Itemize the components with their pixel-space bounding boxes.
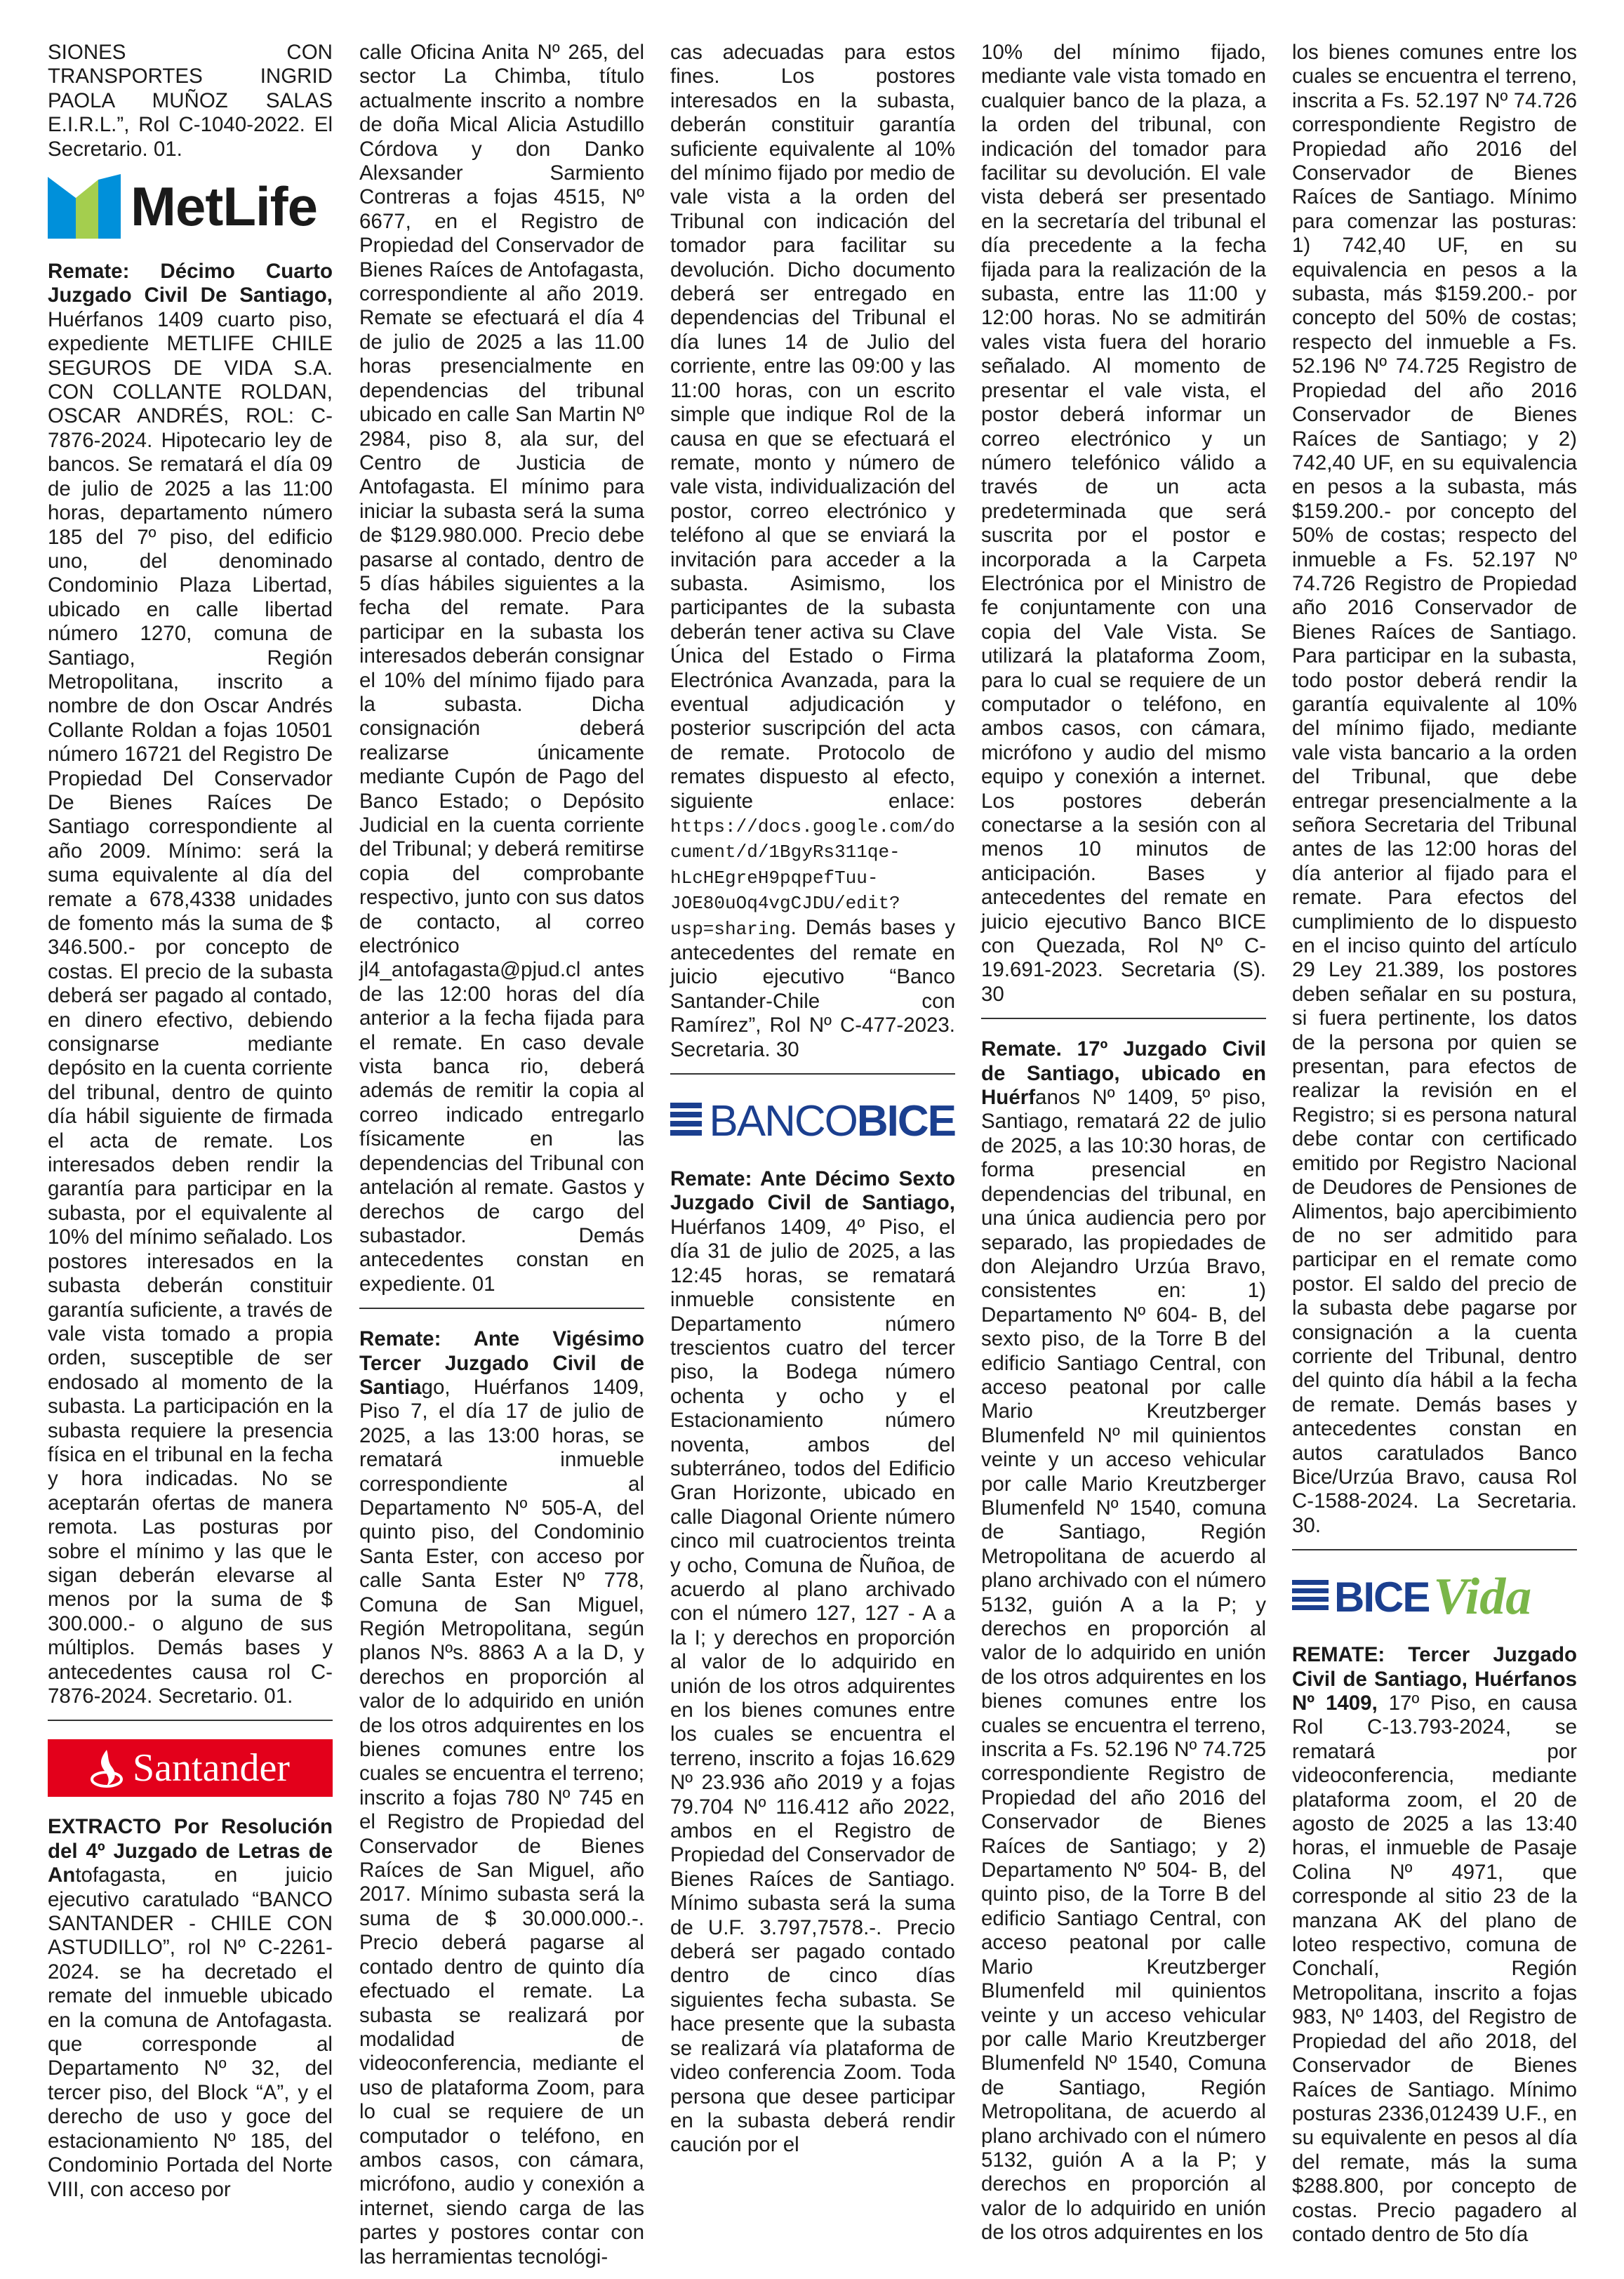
metlife-wordmark: MetLife [131, 175, 317, 237]
notice-body: 17º Piso, en causa Rol C-13.793-2024, se rematará por videoconferencia, mediante plataforma zoom, el 20 de agosto de 2025 a las 13:40 horas, el inmueble de Pasaje Colina Nº 4971, que corresponde al sitio 23 de la manzana AK del plano de loteo respectivo, comuna de Conchalí, Región Metropolitana, inscrito a fojas 983, Nº 1403, del Registro de Propiedad del año 2018, del Conservador de Bienes Raíces de Santiago. Mínimo posturas 2336,012439 U.F., en su equivalente en pesos al día del remate, más la suma $288.800, por concepto de costas. Precio pagadero al contado dentro de 5to día [1292, 1692, 1577, 2246]
notice-continuation [670, 41, 955, 1062]
notice-heading: Remate: Décimo Cuarto Juzgado Civil De Santiago, [48, 260, 333, 307]
notice-continuation: 10% del mínimo fijado, mediante vale vista tomado en cualquier banco de la plaza, a la orden del tribunal, con indicación del tomador para facilitar su devolución. El vale vista deberá ser presentado en la secretaría del tribunal el día precedente a la fecha fijada para la realización de la subasta, entre las 11:00 y 12:00 horas. No se admitirán vales vista fuera del horario señalado. Al momento de presentar el vale vista, el postor deberá informar un correo electrónico y un número telefónico válido a través de un acta predeterminada que será suscrita por el postor e incorporada a la Carpeta Electrónica por el Ministro de fe conjuntamente con una copia del Vale Vista. Se utilizará la plataforma Zoom, para lo cual se requiere de un computador o teléfono, en ambos casos, con cámara, micrófono y audio del mismo equipo y conexión a internet. Los postores deberán conectarse a la sesión con al menos 10 minutos de anticipación. Bases y antecedentes del remate en juicio ejecutivo Banco BICE con Quezada, Rol Nº C-19.691-2023. Secretaria (S). 30 [981, 41, 1266, 1006]
divider [670, 1073, 955, 1075]
bice-vida-wordmark-a: BICE [1334, 1573, 1430, 1621]
santander-flame-icon [91, 1748, 123, 1788]
metlife-m-icon [48, 174, 121, 239]
notice-body: Huérfanos 1409 cuarto piso, expediente METLIFE CHILE SEGUROS DE VIDA S.A. CON COLLANTE ROLDAN, OSCAR ANDRÉS, ROL: C-7876-2024. Hipotecario ley de bancos. Se rematará el día 09 de julio de 2025 a las 11:00 horas, departamento número 185 del 7º piso, del edificio uno, del denominado Condominio Plaza Libertad, ubicado en calle libertad número 1270, comuna de Santiago, Región Metropolitana, inscrito a nombre de don Oscar Andrés Collante Roldan a fojas 10501 número 16721 del Registro De Propiedad Del Conservador De Bienes Raíces De Santiago correspondiente al año 2009. Mínimo: será la suma equivalente al día del remate a 678,4338 unidades de fomento más la suma de $ 346.500.- por concepto de costas. El precio de la subasta deberá ser pagado al contado, en dinero efectivo, debiendo consignarse mediante depósito en la cuenta corriente del tribunal, dentro de quinto día hábil siguiente de firmada el acta de remate. Los interesados deben rendir la garantía para participar en la subasta, por el equivalente al 10% del mínimo señalado. Los postores interesados en la subasta deberán constituir garantía suficiente, a través de vale vista tomado a propia orden, susceptible de ser endosado al momento de la subasta. La participación en la subasta requiere la presencia física en el tribunal en la fecha y hora indicadas. No se aceptarán ofertas de manera remota. Las posturas por sobre el mínimo y las que le sigan deberán elevarse al menos por la suma de $ 300.000.- o alguno de sus múltiplos. Demás bases y antecedentes causa rol C-7876-2024. Secretario. 01. [48, 307, 333, 1708]
notice-remate-16-juzgado [670, 1167, 955, 2158]
notice-heading: Remate. 17º Juzgado Civil de Santiago, ubicado en Huérf [981, 1037, 1266, 1110]
bice-vida-logo [1292, 1569, 1577, 1625]
banco-bice-wordmark-a: BANCO [709, 1096, 857, 1145]
protocol-link[interactable]: https://docs.google.com/document/d/1BgyRs311qe-hLcHEgreH9pqpefTuu-JOE80uOq4vgCJDU/edit?usp=sharing [670, 816, 955, 940]
notice-extracto-4-juzgado [48, 1815, 333, 2202]
bice-vida-wordmark-b: Vida [1433, 1567, 1532, 1626]
notice-body: Huérfanos 1409, 4º Piso, el día 31 de julio de 2025, a las 12:45 horas, se rematará inmueble consistente en Departamento número trescientos cuatro del tercer piso, la Bodega número ochenta y ocho y el Estacionamiento número noventa, ambos del subterráneo, todos del Edificio Gran Horizonte, ubicado en calle Diagonal Oriente número cinco mil cuatrocientos treinta y ocho, Comuna de Ñuñoa, de acuerdo al plano archivado con el número 127, 127 - A a la I; y derechos en proporción al valor de lo adquirido en unión de los otros adquirentes en los bienes comunes entre los cuales se encuentra el terreno, inscrito a fojas 16.629 Nº 23.936 año 2019 y a fojas 79.704 Nº 116.412 año 2022, ambos en el Registro de Propiedad del Conservador de Bienes Raíces de Santiago. Mínimo subasta será la suma de U.F. 3.797,7578.-. Precio deberá ser pagado contado dentro de cinco días siguientes fecha subasta. Se hace presente que la subasta se realizará vía plataforma de video conferencia Zoom. Toda persona que desee participar en la subasta deberá rendir caución por el [670, 1215, 955, 2157]
notice-remate-3-juzgado [1292, 1643, 1577, 2247]
column-1 [48, 41, 333, 2212]
column-2 [359, 41, 644, 2279]
notice-heading: Remate: Ante Décimo Sexto Juzgado Civil de Santiago, [670, 1167, 955, 1215]
notice-heading: EXTRACTO Por Resolución del 4º Juzgado de Letras de An [48, 1815, 333, 1887]
notice-remate-17-juzgado [981, 1037, 1266, 2245]
banco-bice-wordmark-b: BICE [856, 1096, 955, 1145]
notice-body: cas adecuadas para estos fines. Los postores interesados en la subasta, deberán constituir garantía suficiente equivalente al 10% del mínimo fijado por medio de vale vista a la orden del Tribunal con indicación del tomador para facilitar su devolución. Dicho documento deberá ser entregado en dependencias del Tribunal el día lunes 14 de Julio del corriente, entre las 09:00 y las 11:00 horas, con un escrito simple que indique Rol de la causa en que se efectuará el remate, monto y número de vale vista, individualización del postor, correo electrónico y teléfono al que se enviará la invitación para acceder a la subasta. Asimismo, los participantes de la subasta deberán tener activa su Clave Única del Estado o Firma Electrónica Avanzada, para la eventual adjudicación y posterior suscripción del acta de remate. Protocolo de remates dispuesto al efecto, siguiente enlace: [670, 41, 955, 813]
divider [1292, 1549, 1577, 1550]
banco-bice-wordmark [709, 1096, 955, 1146]
bice-bars-icon [670, 1103, 702, 1139]
column-3 [670, 41, 955, 2167]
notice-continuation: los bienes comunes entre los cuales se encuentra el terreno, inscrita a Fs. 52.197 Nº 74.726 correspondiente Registro de Propiedad año 2016 del Conservador de Bienes Raíces de Santiago. Mínimo para comenzar las posturas: 1) 742,40 UF, en su equivalencia en pesos a la subasta, más $159.200.- por concepto del 50% de costas; respecto del inmueble a Fs. 52.196 Nº 74.725 Registro de Propiedad del año 2016 Conservador de Bienes Raíces de Santiago; y 2) 742,40 UF, en su equivalencia en pesos a la subasta, más $159.200.- por concepto del 50% de costas; respecto del inmueble a Fs. 52.197 Nº 74.726 Registro de Propiedad año 2016 Conservador de Bienes Raíces de Santiago. Para participar en la subasta, todo postor deberá rendir la garantía equivalente al 10% del mínimo fijado, mediante vale vista bancario a la orden del Tribunal, que debe entregar presencialmente a la señora Secretaria del Tribunal antes de las 12:00 horas del día anterior al fijado para el remate. Para efectos del cumplimiento de lo dispuesto en el inciso quinto del artículo 29 Ley 21.389, los postores deben señalar en su postura, si fuera pertinente, los datos de la persona por quien se presentan, para efectos de realizar la revisión en el Registro; si es persona natural debe contar con certificado emitido por Registro Nacional de Deudores de Pensiones de Alimentos, bajo apercibimiento de no ser admitido para participar en el remate como postor. El saldo del precio de la subasta debe pagarse por consignación a la cuenta corriente del Tribunal, dentro del quinto día hábil a la fecha de remate. Demás bases y antecedentes constan en autos caratulados Banco Bice/Urzúa Bravo, causa Rol C-1588-2024. La Secretaria. 30. [1292, 41, 1577, 1537]
divider [359, 1308, 644, 1309]
metlife-logo [48, 171, 333, 241]
column-5 [1292, 41, 1577, 2257]
notice-heading: Remate: Ante Vigésimo Tercer Juzgado Civil de Santia [359, 1327, 644, 1399]
notice-body: anos Nº 1409, 5º piso, Santiago, rematará 22 de julio de 2025, a las 10:30 horas, de forma presencial en dependencias del tribunal, en una única audiencia pero por separado, las propiedades de don Alejandro Urzúa Bravo, consistentes en: 1) Departamento Nº 604- B, del sexto piso, de la Torre B del edificio Santiago Central, con acceso peatonal por calle Mario Kreutzberger Blumenfeld Nº mil quinientos veinte y un acceso vehicular por calle Mario Kreutzberger Blumenfeld Nº 1540, comuna de Santiago, Región Metropolitana de acuerdo al plano archivado con el número 5132, guión A a la P; y derechos en proporción al valor de lo adquirido en unión de los otros adquirentes en los bienes comunes entre los cuales se encuentra el terreno, inscrita a Fs. 52.196 Nº 74.725 correspondiente Registro de Propiedad del año 2016 del Conservador de Bienes Raíces de Santiago; y 2) Departamento Nº 504- B, del quinto piso, de la Torre B del edificio Santiago Central, con acceso peatonal por calle Mario Kreutzberger Blumenfeld mil quinientos veinte y un acceso vehicular por calle Mario Kreutzberger Blumenfeld Nº 1540, Comuna de Santiago, Región Metropolitana, de acuerdo al plano archivado con el número 5132, guión A a la P; y derechos en proporción al valor de lo adquirido en unión de los otros adquirentes en los [981, 1086, 1266, 2245]
divider [48, 1720, 333, 1721]
notice-remate-14-juzgado [48, 260, 333, 1708]
notice-body: . Demás bases y antecedentes del remate en juicio ejecutivo “Banco Santander-Chile con Ramírez”, Rol Nº C-477-2023. Secretaria. 30 [670, 915, 955, 1061]
column-4 [981, 41, 1266, 2255]
notice-heading: REMATE: Tercer Juzgado Civil de Santiago, Huérfanos Nº 1409, [1292, 1643, 1577, 1715]
notice-continuation: calle Oficina Anita Nº 265, del sector La Chimba, título actualmente inscrito a nombre de doña Mical Alicia Astudillo Córdova y don Danko Alexsander Sarmiento Contreras a fojas 4515, Nº 6677, en el Registro de Propiedad del Conservador de Bienes Raíces de Antofagasta, correspondiente al año 2019. Remate se efectuará el día 4 de julio de 2025 a las 11.00 horas presencialmente en dependencias del tribunal ubicado en calle San Martin Nº 2984, piso 8, ala sur, del Centro de Justicia de Antofagasta. El mínimo para iniciar la subasta será la suma de $129.980.000. Precio debe pasarse al contado, dentro de 5 días hábiles siguientes a la fecha del remate. Para participar en la subasta los interesados deberán consignar el 10% del mínimo fijado para la subasta. Dicha consignación deberá realizarse únicamente mediante Cupón de Pago del Banco Estado; o Depósito Judicial en la cuenta corriente del Tribunal; y deberá remitirse copia del comprobante respectivo, junto con sus datos de contacto, al correo electrónico jl4_antofagasta@pjud.cl antes de las 12:00 horas del día anterior a la fecha fijada para el remate. En caso devale vista banca rio, deberá además de remitir la copia al correo indicado entregarlo físicamente en las dependencias del Tribunal con antelación al remate. Gastos y derechos de cargo del subastador. Demás antecedentes constan en expediente. 01 [359, 41, 644, 1296]
notice-body: tofagasta, en juicio ejecutivo caratulado “BANCO SANTANDER - CHILE CON ASTUDILLO”, rol Nº C-2261-2024. se ha decretado el remate del inmueble ubicado en la comuna de Antofagasta. que corresponde al Departamento Nº 32, del tercer piso, del Block “A”, y el derecho de uso y goce del estacionamiento Nº 185, del Condominio Portada del Norte VIII, con acceso por [48, 1863, 333, 2201]
santander-wordmark: Santander [133, 1746, 290, 1790]
santander-logo [48, 1739, 333, 1797]
notice-continuation: SIONES CON TRANSPORTES INGRID PAOLA MUÑOZ SALAS E.I.R.L.”, Rol C-1040-2022. El Secretario. 01. [48, 41, 333, 161]
divider [981, 1018, 1266, 1019]
notice-remate-23-juzgado [359, 1327, 644, 2269]
banco-bice-logo [670, 1093, 955, 1149]
bice-bars-icon [1292, 1580, 1329, 1614]
notice-body: go, Huérfanos 1409, Piso 7, el día 17 de julio de 2025, a las 13:00 horas, se rematará inmueble correspondiente al Departamento Nº 505-A, del quinto piso, del Condominio Santa Ester, con acceso por calle Santa Ester Nº 778, Comuna de San Miguel, Región Metropolitana, según planos Nºs. 8863 A a la D, y derechos en proporción al valor de lo adquirido en unión de los otros adquirentes en los bienes comunes entre los cuales se encuentra el terreno; inscrito a fojas 780 Nº 745 en el Registro de Propiedad del Conservador de Bienes Raíces de San Miguel, año 2017. Mínimo subasta será la suma de $ 30.000.000.-. Precio deberá pagarse al contado dentro de quinto día efectuado el remate. La subasta se realizará por modalidad de videoconferencia, mediante el uso de plataforma Zoom, para lo cual se requiere de un computador o teléfono, en ambos casos, con cámara, micrófono, audio y conexión a internet, siendo carga de las partes y postores contar con las herramientas tecnológi- [359, 1375, 644, 2268]
